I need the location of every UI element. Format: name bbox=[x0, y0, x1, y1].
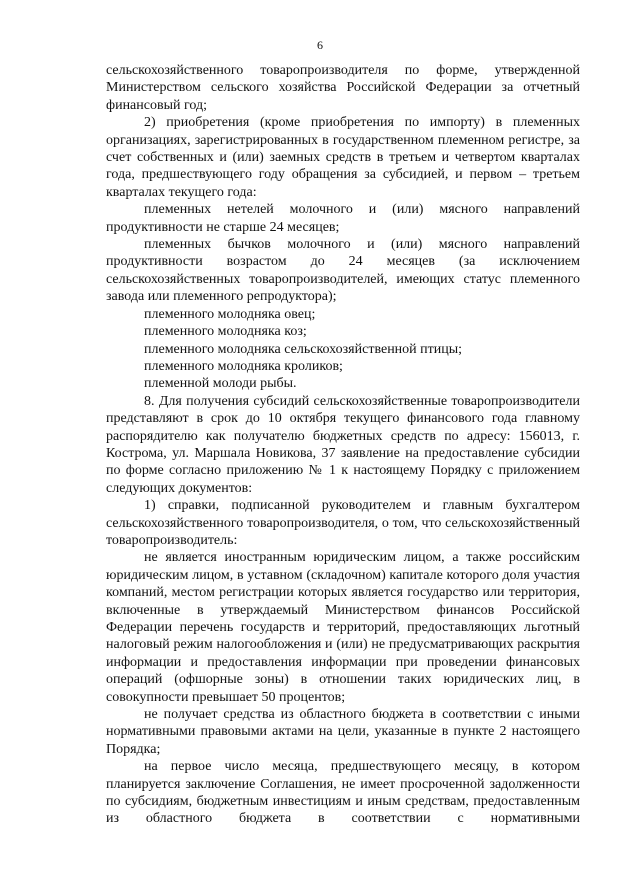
paragraph-section-8: 8. Для получения субсидий сельскохозяйственные товаропроизводители представляют в срок до 10 октября текущего финансового года главному распорядителю как получателю бюджетных средств по адресу: 156013, г. Кострома, ул. Маршала Новикова, 37 заявление на предоставление субсидии по форме согласно приложению № 1 к настоящему Порядку с приложением следующих документов: bbox=[106, 393, 580, 496]
page-number: 6 bbox=[317, 38, 323, 52]
paragraph-certificate: 1) справки, подписанной руководителем и главным бухгалтером сельскохозяйственного товаропроизводителя, о том, что сельскохозяйственный товаропроизводитель: bbox=[106, 498, 580, 548]
list-item-rabbits: племенного молодняка кроликов; bbox=[144, 358, 343, 374]
paragraph-no-other-funds: не получает средства из областного бюджета в соответствии с иными нормативными правовыми актами на цели, указанные в пункте 2 настоящего Порядка; bbox=[106, 707, 580, 757]
paragraph-heifers: племенных нетелей молочного и (или) мясного направлений продуктивности не старше 24 месяцев; bbox=[106, 202, 580, 235]
document-body bbox=[106, 62, 580, 828]
list-item-sheep: племенного молодняка овец; bbox=[144, 306, 316, 322]
paragraph-bulls: племенных бычков молочного и (или) мясного направлений продуктивности возрастом до 24 месяцев (за исключением сельскохозяйственных товаропроизводителей, имеющих статус племенного завода или племенного репродуктора); bbox=[106, 237, 580, 305]
paragraph-not-foreign: не является иностранным юридическим лицом, а также российским юридическим лицом, в уставном (складочном) капитале которого доля участия компаний, местом регистрации которых является государство или территория, включенные в утверждаемый Министерством финансов Российской Федерации перечень государств и территорий, предоставляющих льготный налоговый режим налогообложения и (или) не предусматривающих раскрытия информации и предоставления информации при проведении финансовых операций (офшорные зоны) в отношении таких юридических лиц, в совокупности превышает 50 процентов; bbox=[106, 550, 580, 705]
paragraph-no-debt: на первое число месяца, предшествующего месяцу, в котором планируется заключение Соглашения, не имеет просроченной задолженности по субсидиям, бюджетным инвестициям и иным средствам, предоставленным из областного бюджета в соответствии с нормативными bbox=[106, 759, 580, 827]
list-item-fish: племенной молоди рыбы. bbox=[144, 376, 297, 392]
list-item-goats: племенного молодняка коз; bbox=[144, 324, 307, 340]
list-item-poultry: племенного молодняка сельскохозяйственной птицы; bbox=[144, 341, 463, 357]
paragraph-continuation: сельскохозяйственного товаропроизводителя по форме, утвержденной Министерством сельского хозяйства Российской Федерации за отчетный финансовый год; bbox=[106, 63, 580, 113]
paragraph-item-2: 2) приобретения (кроме приобретения по импорту) в племенных организациях, зарегистрированных в государственном племенном регистре, за счет собственных и (или) заемных средств в третьем и четвертом кварталах года, предшествующего году обращения за субсидией, и первом – третьем кварталах текущего года: bbox=[106, 115, 580, 200]
